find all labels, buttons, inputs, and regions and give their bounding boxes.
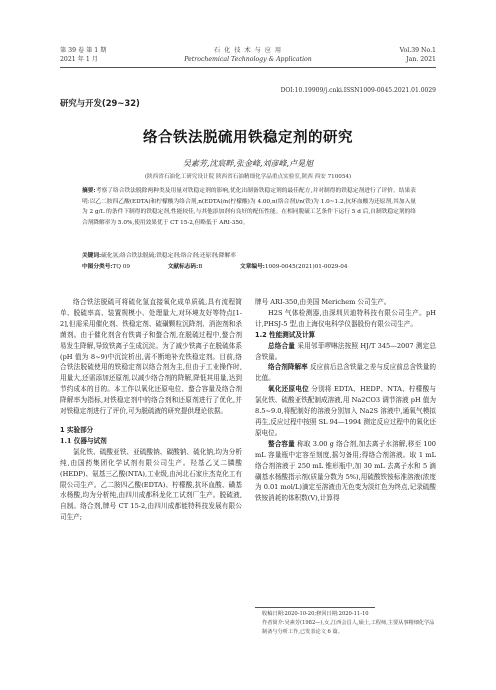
article-no-value: 1009-0045(2021)01-0029-04 [264, 264, 348, 270]
chelation-text: 称取 3.00 g 络合剂,加去离子水溶解,移至 100 mL 容量瓶中定容至刻度,摇匀备用;得络合剂溶液。取 1 mL 络合剂溶液于 250 mL 锥形瓶中,加 30 mL 去离子水和 5 滴磺基水杨酸指示剂(质量分数为 5%),用硫酸铁铵标准溶液(浓度为 0.01 mol/L)滴定至溶液由无色变为淡红色为终点,记录硫酸铁铵消耗的体积数(V),计算得 [255, 439, 436, 503]
footnote-rule [255, 607, 375, 608]
footnote [262, 610, 436, 637]
abstract-text: 考察了络合铁法脱除两种类及用量对铁稳定剂的影响,优化出制备铁稳定剂的最佳配方,并对制得的铁稳定剂进行了评价。结果表明:以乙二胺四乙酸(EDTA)和柠檬酸为络合剂,n(EDTA)/n(柠檬酸)为 4.00,n(络合剂)/n(铁)为 1.0~1.2,抗坏血酸为还原剂,其加入量为 2 g/L 的条件下制得的铁稳定剂,性能较佳,与其他添加剂有良好的配伍性能。在相同脱硫工艺条件下运行 5 d 后,自制铁稳定剂的络合剂降解率为 5.0%,使用效果优于 CT 15-2,但略低于 ARI-350。 [82, 188, 416, 226]
author-list: 吴素芳,沈宸畔,张金峰,刘彦峰,卢晃旭 [182, 159, 314, 168]
total-iron-paragraph [255, 341, 436, 363]
redox-text: 分别将 EDTA、HEDP、NTA、柠檬酸与氯化铁、硫酸亚铁配制成溶液,用 Na2CO3 调节溶液 pH 值为 8.5~9.0,将配制好的溶液分别加入 Na2S 溶液中,通氧气模拟再生,反应过程中按照 SL 94—1994 测定反应过程中的氧化还原电位。 [255, 385, 436, 437]
redox-paragraph [255, 384, 436, 439]
degradation-label: 络合剂降解率 [268, 363, 308, 372]
section-heading-1: 1 实验部分 [60, 425, 94, 434]
total-iron-text: 采用邻菲啰啉法按照 HJ/T 345—2007 测定总含铁量。 [255, 341, 437, 361]
redox-label: 氧化还原电位 [268, 385, 309, 394]
date-en: Jan. 2021 [406, 56, 436, 63]
materials-paragraph: 氯化铁、硫酸亚铁、亚硫酸钠、碳酸钠、硫化钠,均为分析纯,由国药集团化学试剂有限公司生产。羟基乙叉二膦酸(HEDP)、氨基三乙酸(NTA),工业级,由河北石家庄杰克化工有限公司生产。乙二胺四乙酸(EDTA)、柠檬酸,抗坏血酸、磺基水杨酸,均为分析纯,由四川成都科龙化工试剂厂生产。脱硫液,自制。络合剂,牌号 CT 15-2,由四川成都能特科技发展有限公司生产; [60, 447, 242, 522]
chelation-paragraph [255, 439, 436, 504]
doi: DOI:10.19909/j.cnki.ISSN1009-0045.2021.01.0029 [280, 87, 436, 94]
chelation-label: 螯合容量 [268, 439, 295, 448]
journal-title-cn: 石 化 技 术 与 应 用 [213, 47, 283, 54]
left-column [60, 297, 242, 523]
doc-code-value: B [198, 264, 203, 270]
header-rule [60, 67, 436, 68]
doc-code-label: 文献标志码: [167, 264, 199, 270]
instruments-paragraph: H2S 气体检测器,由深圳贝迪特科技有限公司生产。pH 计,PHSJ-5 型,由上海仪电科学仪器股份有限公司生产。 [255, 308, 436, 328]
keywords: 硫化氢;络合铁法脱硫;铁稳定剂;络合剂;还原剂;降解率 [101, 253, 236, 259]
total-iron-label: 总络合量 [268, 341, 296, 350]
clc-value: TQ 09 [112, 264, 131, 270]
abstract-label: 摘要: [82, 188, 96, 194]
volume-cn: 第 39 卷 第 1 期 [60, 47, 107, 54]
intro-paragraph: 络合铁法脱硫可将硫化氢直接氧化成单质硫,具有流程简单、脱硫率高、装置规模小、处理量大,对环境友好等特点[1-2],但需采用催化剂、铁稳定剂、硫磺颗粒沉降剂、消泡剂和杀菌剂。由于催化剂含有铁离子和螯合剂,在脱硫过程中,螯合剂易发生降解,导致铁离子生成沉淀。为了减少铁离子在脱硫体系(pH 值为 8~9)中沉淀析出,需不断地补充铁稳定剂。目前,络合铁法脱硫使用的铁稳定剂以络合剂为主,但由于工业操作时,用量大,还需添加还原剂,以减少络合剂的降解,降低其用量,达到节约成本的目的。本工作以氧化还原电位、螯合容量及络合剂降解率为指标,对铁稳定剂中的络合剂和还原剂进行了优化,并对铁稳定剂进行了评价,可为脱硫液的研究提供理论依据。 [60, 298, 242, 416]
clc-label: 中图分类号: [82, 264, 113, 270]
right-column [255, 297, 436, 504]
date-cn: 2021 年 1 月 [60, 56, 98, 63]
journal-title-en: Petrochemical Technology & Application [184, 56, 312, 63]
classification-line [82, 262, 416, 273]
article-title: 络合铁法脱硫用铁稳定剂的研究 [143, 129, 353, 146]
subsection-heading-1-2: 1.2 性能测试及计算 [255, 330, 316, 339]
section-label: 研究与开发(29~32) [60, 98, 140, 108]
abstract-block [82, 186, 416, 228]
materials-continued: 牌号 ARI-350,由美国 Merichem 公司生产。 [255, 298, 391, 306]
affiliation: (陕西省石油化工研究设计院 陕西省石油精细化学品重点实验室,陕西 西安 710054) [144, 174, 352, 180]
article-no-label: 文章编号: [240, 264, 265, 270]
volume-en: Vol.39 No.1 [399, 47, 436, 54]
subsection-heading-1-1: 1.1 仪器与试剂 [60, 436, 107, 445]
author-bio: 作者简介:吴素芳(1982—),女,江西会昌人,硕士,工程师,主要从事精细化学品制备与分析工作,已发表论文 6 篇。 [262, 620, 435, 635]
received-date: 收稿日期:2020-10-20;修回日期:2020-11-10 [262, 611, 369, 617]
keywords-line [82, 251, 416, 262]
keywords-label: 关键词: [82, 253, 102, 259]
degradation-paragraph [255, 362, 436, 384]
degradation-text: 反应前后总含铁量之差与反应前总含铁量的比值。 [255, 363, 437, 383]
